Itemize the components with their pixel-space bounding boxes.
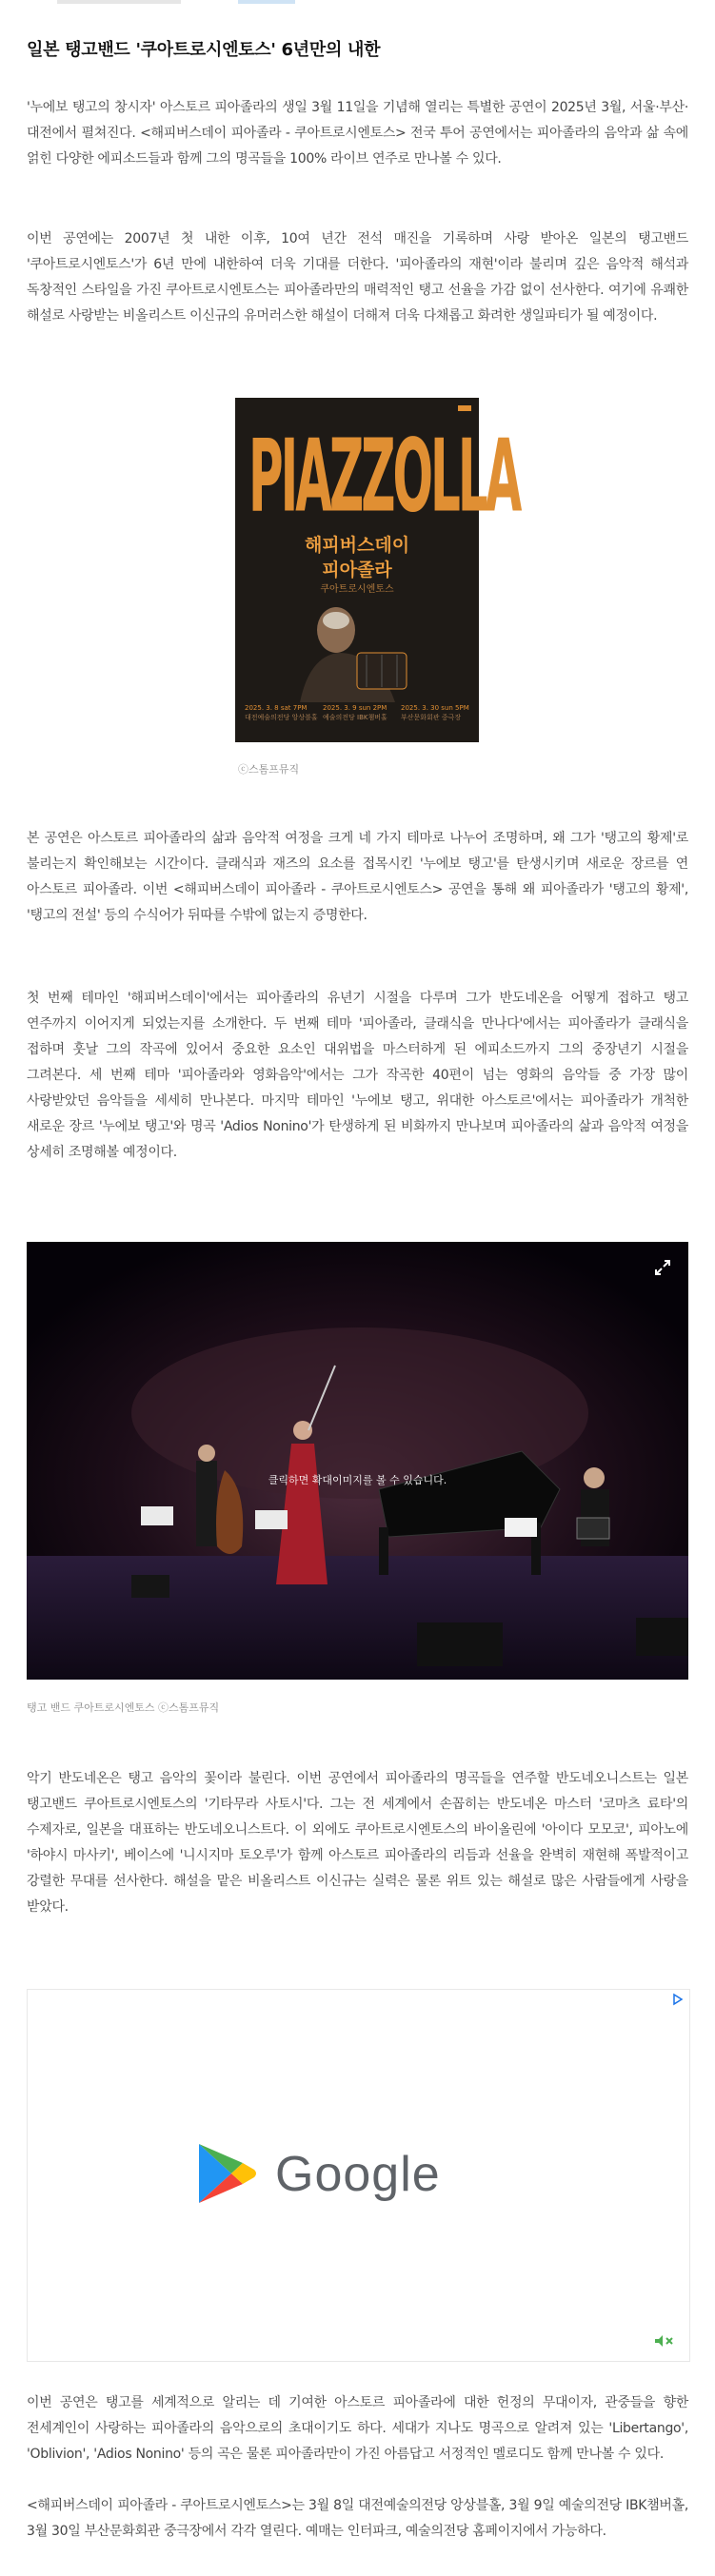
poster-venue-2: 예술의전당 IBK챔버홀: [323, 714, 387, 721]
paragraph-1: '누에보 탱고의 창시자' 아스토르 피아졸라의 생일 3월 11일을 기념해 열리는 특별한 공연이 2025년 3월, 서울·부산·대전에서 펼쳐진다. <해피버스데이 피아졸라 - 쿠아트로시엔토스> 전국 투어 공연에서는 피아졸라의 음악과 삶 속에 얽힌 다양한 에피소드들과 함께 그의 명곡들을 100% 라이브 연주로 만나볼 수 있다.: [27, 100, 688, 167]
paragraph-6: 이번 공연은 탱고를 세계적으로 알리는 데 기여한 아스토르 피아졸라에 대한 헌정의 무대이자, 관중들을 향한 전세계인이 사랑하는 피아졸라의 음악으로의 초대이기도 하다. 세대가 지나도 명곡으로 알려져 있는 'Libertango', 'Oblivion', 'Adios Nonino' 등의 곡은 물론 피아졸라만이 가진 아름답고 서정적인 멜로디도 함께 만나볼 수 있다.: [27, 2395, 688, 2462]
poster-date-2: 2025. 3. 9 sun 2PM: [323, 704, 387, 712]
paragraph-3: 본 공연은 아스토르 피아졸라의 삶과 음악적 여정을 크게 네 가지 테마로 나누어 조명하며, 왜 그가 '탱고의 황제'로 불리는지 확인해보는 시간이다. 클래식과 재즈의 요소를 접목시킨 '누에보 탱고'를 탄생시키며 새로운 장르를 연 아스토르 피아졸라. 이번 <해피버스데이 피아졸라 - 쿠아트로시엔토스> 공연을 통해 왜 피아졸라가 '탱고의 황제', '탱고의 전설' 등의 수식어가 뒤따를 수밖에 없는지 증명한다.: [27, 831, 688, 923]
poster-subtitle-line1: 해피버스데이: [304, 535, 410, 556]
poster-venue-1: 대전예술의전당 앙상블홀: [245, 714, 318, 721]
bandoneon-player-figure: [290, 598, 424, 702]
photo-caption: 탱고 밴드 쿠아트로시엔토스 ⓒ스톰프뮤직: [27, 1701, 220, 1714]
band-concert-photo[interactable]: [27, 1242, 688, 1680]
concert-poster[interactable]: [235, 398, 520, 742]
poster-subtitle-line2: 피아졸라: [322, 560, 392, 580]
top-bar-highlight: [238, 0, 295, 4]
top-bar-segment: [57, 0, 181, 4]
google-wordmark: Google: [275, 2147, 441, 2202]
paragraph-7: <해피버스데이 피아졸라 - 쿠아트로시엔토스>는 3월 8일 대전예술의전당 앙상블홀, 3월 9일 예술의전당 IBK챔버홀, 3월 30일 부산문화회관 중극장에서 각각 열린다. 예매는 인터파크, 예술의전당 홈페이지에서 가능하다.: [27, 2498, 688, 2539]
photo-enlarge-hint: 클릭하면 확대이미지를 볼 수 있습니다.: [268, 1474, 447, 1486]
paragraph-2: 이번 공연에는 2007년 첫 내한 이후, 10여 년간 전석 매진을 기록하며 사랑 받아온 일본의 탱고밴드 '쿠아트로시엔토스'가 6년 만에 내한하여 더욱 기대를 더한다. '피아졸라의 재현'이라 불리며 깊은 음악적 해석과 독창적인 스타일을 가진 쿠아트로시엔토스는 피아졸라만의 매력적인 탱고 선율을 가감 없이 선사한다. 여기에 유쾌한 해설로 사랑받는 비올리스트 이신규의 유머러스한 해설이 더해져 더욱 다채롭고 화려한 생일파티가 될 예정이다.: [27, 231, 688, 324]
paragraph-4: 첫 번째 테마인 '해피버스데이'에서는 피아졸라의 유년기 시절을 다루며 그가 반도네온을 어떻게 접하고 탱고 연주까지 이어지게 되었는지를 소개한다. 두 번째 테마 '피아졸라, 클래식을 만나다'에서는 피아졸라가 클래식을 접하며 훗날 그의 작곡에 있어서 중요한 요소인 대위법을 마스터하게 된 에피소드까지 그의 중장년기 시절을 그려본다. 세 번째 테마 '피아졸라와 영화음악'에서는 그가 작곡한 40편이 넘는 영화의 음악들 중 가장 많이 사랑받았던 음악들을 세세히 만나본다. 마지막 테마인 '누에보 탱고, 위대한 아스토르'에서는 피아졸라가 개척한 새로운 장르 '누에보 탱고'와 명곡 'Adios Nonino'가 탄생하게 된 비화까지 만나보며 피아졸라의 삶과 음악적 여정을 상세히 조명해볼 예정이다.: [27, 991, 688, 1160]
mute-icon[interactable]: [653, 2334, 676, 2348]
poster-date-1: 2025. 3. 8 sat 7PM: [245, 704, 308, 712]
poster-title: PIAZZOLLA: [248, 419, 520, 535]
poster-venue-3: 부산문화회관 중극장: [401, 714, 462, 721]
poster-date-3: 2025. 3. 30 sun 5PM: [401, 704, 469, 712]
poster-subtitle-line3: 쿠아트로시엔토스: [320, 584, 394, 595]
adchoices-icon[interactable]: [672, 1994, 684, 2005]
poster-dates: [245, 704, 469, 735]
google-play-icon: [191, 2140, 258, 2207]
expand-icon[interactable]: [654, 1259, 671, 1276]
paragraph-5: 악기 반도네온은 탱고 음악의 꽃이라 불린다. 이번 공연에서 피아졸라의 명곡들을 연주할 반도네오니스트는 일본 탱고밴드 쿠아트로시엔토스의 '기타무라 사토시'다. 그는 전 세계에서 손꼽히는 반도네온 마스터 '코마츠 료타'의 수제자로, 일본을 대표하는 반도네오니스트다. 이 외에도 쿠아트로시엔토스의 바이올린에 '아이다 모모코', 피아노에 '하야시 마사키', 베이스에 '니시지마 토오루'가 함께 아스토르 피아졸라의 리듬과 선율을 완벽히 재현해 폭발적이고 강렬한 무대를 선사한다. 해설을 맡은 비올리스트 이신규는 실력은 물론 위트 있는 해설로 많은 사람들에게 사랑을 받았다.: [27, 1771, 688, 1915]
stage-scene: [27, 1242, 688, 1680]
article-title: 일본 탱고밴드 '쿠아트로시엔토스' 6년만의 내한: [27, 40, 381, 60]
poster-caption: ⓒ스톰프뮤직: [238, 763, 300, 776]
advertisement-banner[interactable]: [27, 1989, 690, 2362]
poster-logo-mark: [458, 405, 471, 411]
top-bar: [0, 0, 715, 5]
google-logo: [191, 2140, 534, 2209]
